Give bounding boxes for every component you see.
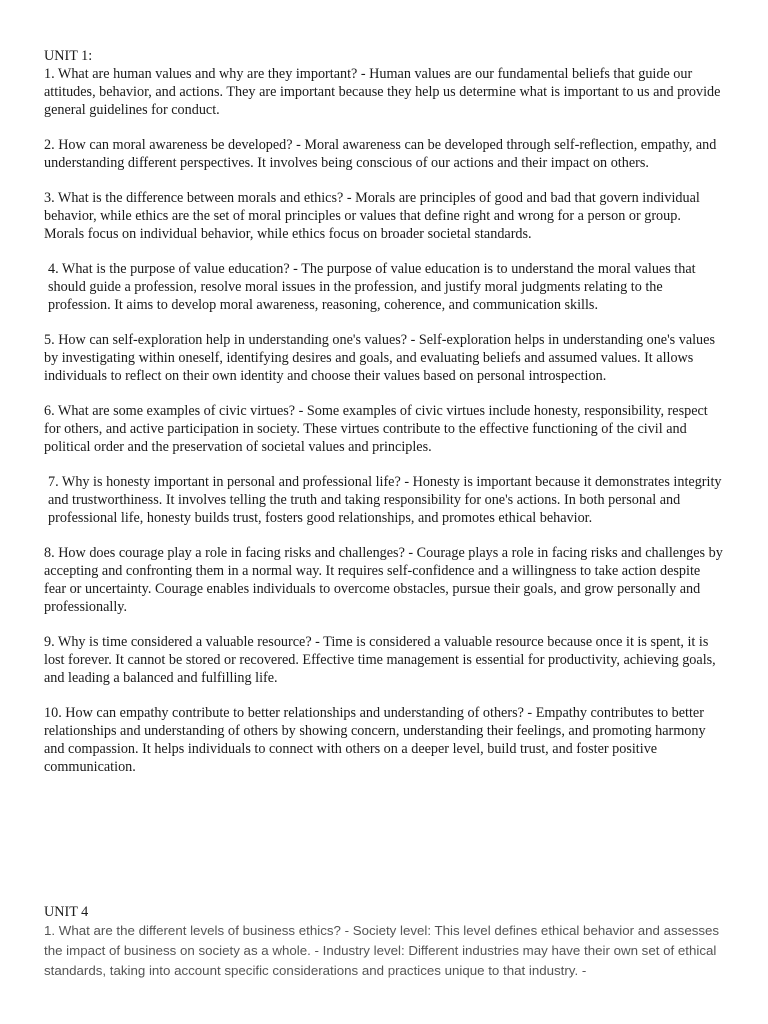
- qa-item-3: 3. What is the difference between morals and ethics? - Morals are principles of good and bad that govern individual behavior, while ethics are the set of moral principles or values that define right and wrong for a person or group. Morals focus on individual behavior, while ethics focus on broader societal standards.: [44, 190, 700, 242]
- unit-1-section: [44, 47, 724, 776]
- unit-4-qa-item-1: 1. What are the different levels of business ethics? - Society level: This level defines ethical behavior and assesses the impact of business on society as a whole. - Industry level: Different industries may have their own set of ethical standards, taking into account specific considerations and practices unique to that industry. -: [44, 923, 720, 978]
- qa-item-5: 5. How can self-exploration help in understanding one's values? - Self-exploration helps in understanding one's values by investigating within oneself, identifying desires and goals, and evaluating beliefs and assumed values. It allows individuals to reflect on their own identity and choose their values based on personal introspection.: [44, 332, 715, 384]
- unit-4-heading: UNIT 4: [44, 904, 89, 920]
- qa-item-10: 10. How can empathy contribute to better relationships and understanding of others? - Empathy contributes to better relationships and understanding of others by showing concern, understanding their feelings, and promoting harmony and compassion. It helps individuals to connect with others on a deeper level, build trust, and foster positive communication.: [44, 705, 706, 775]
- qa-item-2: 2. How can moral awareness be developed? - Moral awareness can be developed through self-reflection, empathy, and understanding different perspectives. It involves being conscious of our actions and their impact on others.: [44, 137, 717, 171]
- qa-item-6: 6. What are some examples of civic virtues? - Some examples of civic virtues include honesty, responsibility, respect for others, and active participation in society. These virtues contribute to the effective functioning of the civil and political order and the preservation of societal values and principles.: [44, 403, 708, 455]
- qa-item-8: 8. How does courage play a role in facing risks and challenges? - Courage plays a role in facing risks and challenges by accepting and confronting them in a normal way. It requires self-confidence and a willingness to take action despite fear or uncertainty. Courage enables individuals to overcome obstacles, pursue their goals, and grow personally and professionally.: [44, 545, 723, 615]
- unit-1-heading: UNIT 1:: [44, 48, 93, 64]
- qa-item-7: 7. Why is honesty important in personal and professional life? - Honesty is important because it demonstrates integrity and trustworthiness. It involves telling the truth and taking responsibility for one's actions. In both personal and professional life, honesty builds trust, fosters good relationships, and promotes ethical behavior.: [48, 474, 722, 526]
- qa-item-1: 1. What are human values and why are they important? - Human values are our fundamental beliefs that guide our attitudes, behavior, and actions. They are important because they help us determine what is important to us and provide general guidelines for conduct.: [44, 66, 721, 118]
- qa-item-9: 9. Why is time considered a valuable resource? - Time is considered a valuable resource because once it is spent, it is lost forever. It cannot be stored or recovered. Effective time management is essential for productivity, achieving goals, and leading a balanced and fulfilling life.: [44, 634, 716, 686]
- qa-item-4: 4. What is the purpose of value education? - The purpose of value education is to understand the moral values that should guide a profession, resolve moral issues in the profession, and justify moral judgments relating to the profession. It aims to develop moral awareness, reasoning, coherence, and communication skills.: [48, 261, 696, 313]
- unit-4-section: [44, 903, 734, 981]
